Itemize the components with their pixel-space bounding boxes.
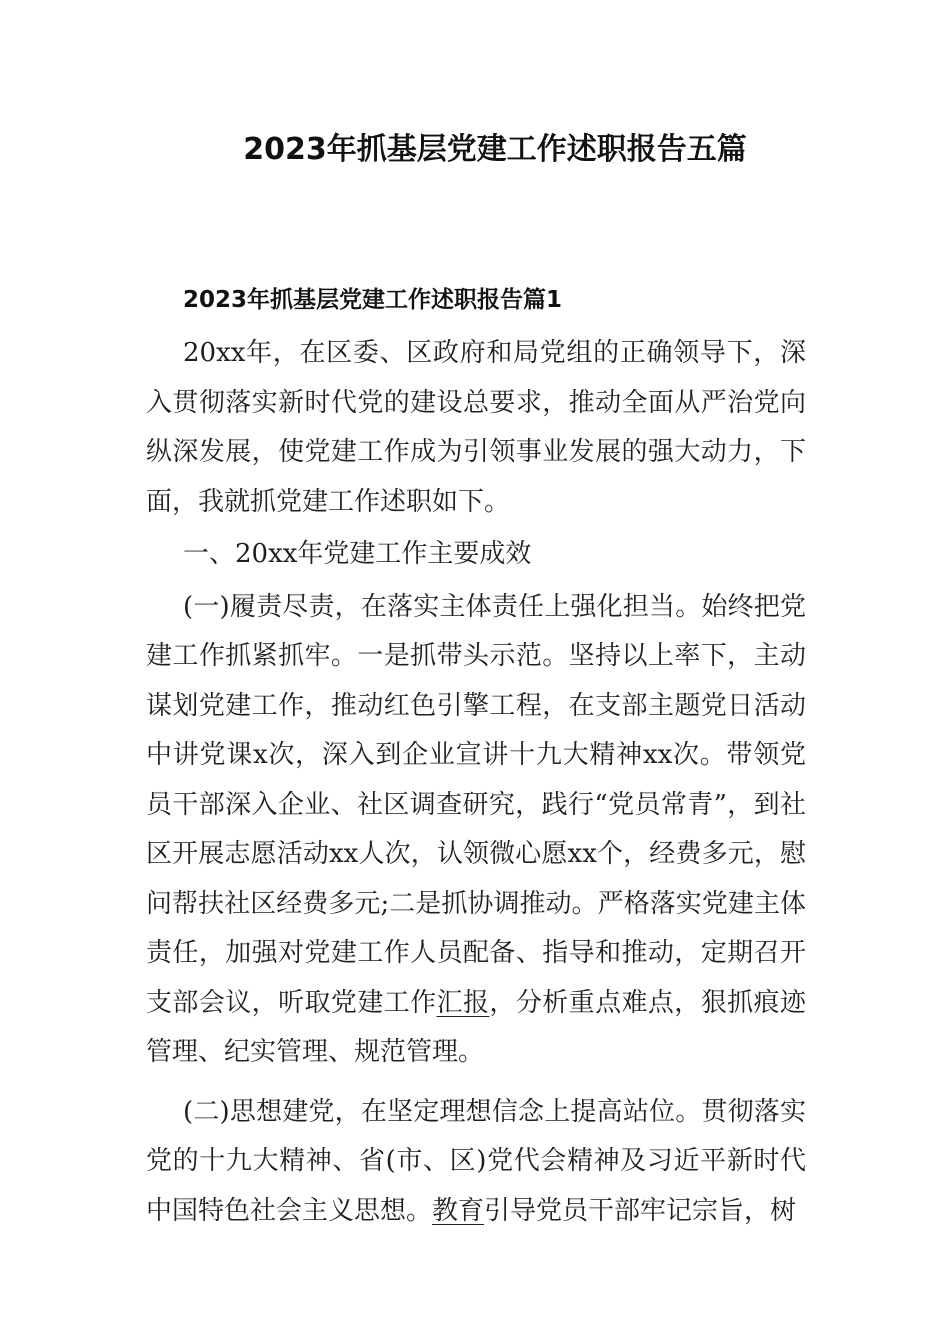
document-title: 2023年抓基层党建工作述职报告五篇 <box>243 132 747 167</box>
paragraph-ideology <box>146 1088 806 1237</box>
report-link[interactable]: 汇报 <box>436 987 490 1018</box>
paragraph-intro <box>146 329 806 527</box>
section-heading: 2023年抓基层党建工作述职报告篇1 <box>183 287 563 313</box>
paragraph-responsibility <box>146 583 806 1078</box>
paragraph-text: (二)思想建党，在坚定理想信念上提高站位。贯彻落实党的十九大精神、省(市、区)党代会精神及习近平新时代中国特色社会主义思想。 <box>146 1096 806 1226</box>
document-body <box>146 329 806 1239</box>
paragraph-text: 一、20xx年党建工作主要成效 <box>183 539 532 569</box>
paragraph-text: 20xx年，在区委、区政府和局党组的正确领导下，深入贯彻落实新时代党的建设总要求，推动全面从严治党向纵深发展，使党建工作成为引领事业发展的强大动力，下面，我就抓党建工作述职如下。 <box>146 338 806 517</box>
paragraph-text: (一)履责尽责，在落实主体责任上强化担当。始终把党建工作抓紧抓牢。一是抓带头示范。坚持以上率下，主动谋划党建工作，推动红色引擎工程，在支部主题党日活动中讲党课x次，深入到企业宣讲十九大精神xx次。带领党员干部深入企业、社区调查研究，践行“党员常青”，到社区开展志愿活动xx人次，认领微心愿xx个，经费多元，慰问帮扶社区经费多元;二是抓协调推动。严格落实党建主体责任，加强对党建工作人员配备、指导和推动，定期召开支部会议，听取党建工作 <box>146 591 806 1018</box>
paragraph-text: 引导党员干部牢记宗旨，树 <box>484 1195 797 1226</box>
paragraph-heading-achievements <box>146 530 806 580</box>
education-link[interactable]: 教育 <box>432 1195 485 1226</box>
paragraph-text: ，分析重点难点，狠抓痕迹管理、纪实管理、规范管理。 <box>146 987 806 1067</box>
